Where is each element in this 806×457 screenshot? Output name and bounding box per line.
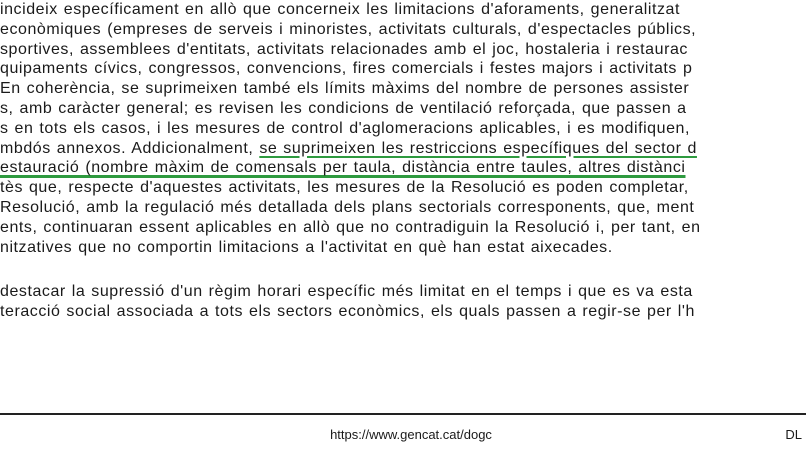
text-line [0, 282, 806, 302]
text-line [0, 40, 806, 60]
text-span: incideix específicament en allò que concerneix les limitacions d'aforaments, generalitzat [0, 1, 680, 18]
text-line [0, 198, 806, 218]
text-span: sportives, assemblees d'entitats, activitats relacionades amb el joc, hostaleria i restaurac [0, 40, 688, 58]
highlighted-text: se suprimeixen les restriccions específiques del sector d [259, 139, 697, 157]
text-span: quipaments cívics, congressos, convencions, fires comercials i festes majors i activitats p [0, 60, 693, 78]
text-line [0, 59, 806, 79]
text-span: econòmiques (empreses de serveis i minoristes, activitats culturals, d'espectacles públics, [0, 20, 697, 38]
text-line [0, 302, 806, 322]
text-span: mbdós annexos. Addicionalment, [0, 139, 260, 157]
text-line [0, 20, 806, 40]
text-span: destacar la supressió d'un règim horari específic més limitat en el temps i que es va esta [0, 283, 693, 300]
text-line [0, 139, 806, 159]
text-span: nitzatives que no comportin limitacions a l'activitat en què han estat aixecades. [0, 238, 613, 256]
text-line [0, 178, 806, 198]
text-span: En coherència, se suprimeixen també els límits màxims del nombre de persones assister [0, 80, 690, 98]
text-span: s, amb caràcter general; es revisen les condicions de ventilació reforçada, que passen a [0, 99, 687, 117]
text-span: Resolució, amb la regulació més detallada dels plans sectorials corresponents, que, ment [0, 198, 695, 216]
text-span: teracció social associada a tots els sectors econòmics, els quals passen a regir-se per l'h [0, 302, 695, 320]
text-span: s en tots els casos, i les mesures de control d'aglomeracions aplicables, i es modifiquen, [0, 119, 690, 137]
highlighted-text: estauració (nombre màxim de comensals per taula, distància entre taules, altres distànci [0, 159, 686, 177]
text-line [0, 119, 806, 139]
footer-page-code: DL [785, 427, 802, 442]
paragraph-2 [0, 282, 806, 322]
text-line [0, 0, 806, 20]
text-span: ents, continuaran essent aplicables en allò que no contradiguin la Resolució i, per tant, en [0, 218, 701, 236]
text-line [0, 218, 806, 238]
text-span: tès que, respecte d'aquestes activitats, les mesures de la Resolució es poden completar, [0, 179, 689, 197]
footer-divider [0, 413, 806, 415]
footer-url[interactable]: https://www.gencat.cat/dogc [330, 427, 492, 442]
text-line [0, 158, 806, 178]
text-line [0, 99, 806, 119]
text-line [0, 238, 806, 258]
text-line [0, 79, 806, 99]
